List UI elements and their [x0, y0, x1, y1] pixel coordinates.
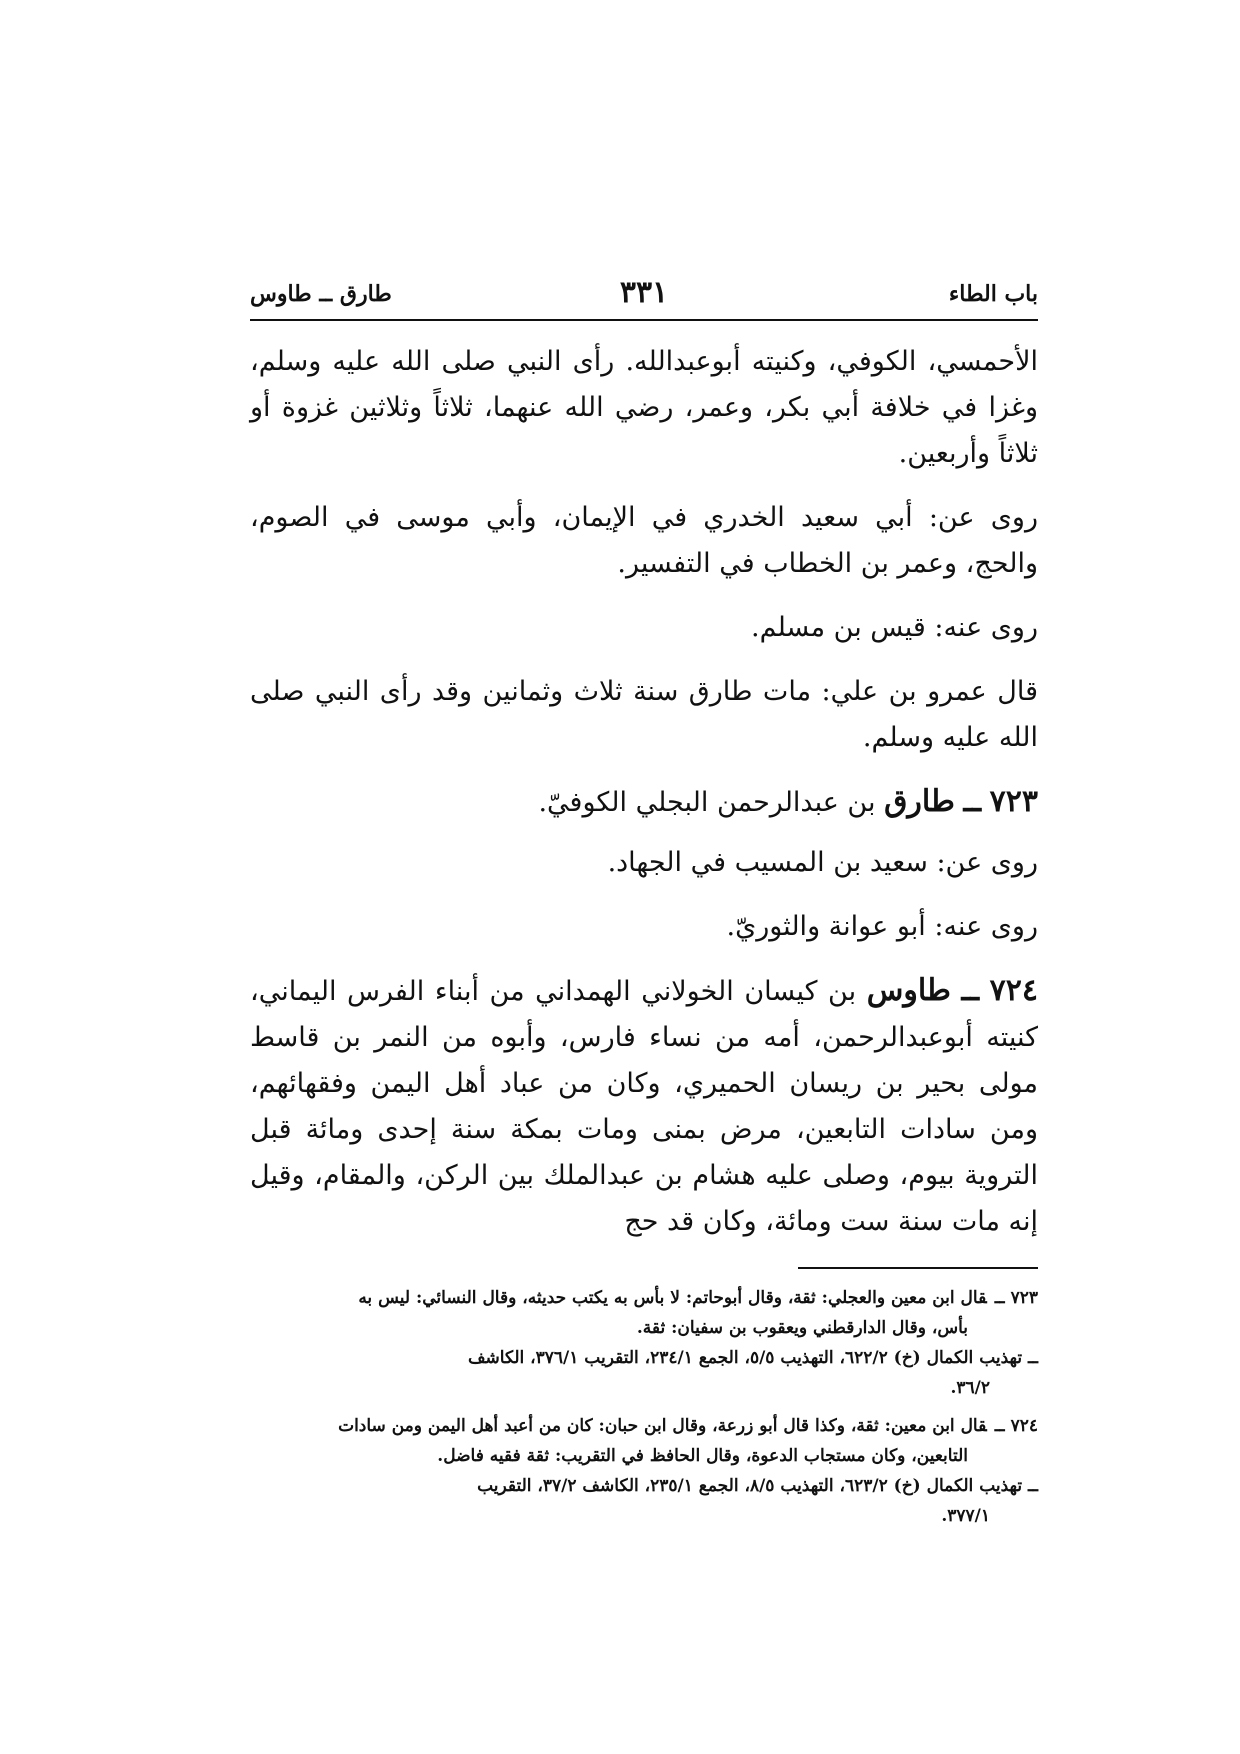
paragraph: الأحمسي، الكوفي، وكنيته أبوعبدالله. رأى النبي صلى الله عليه وسلم، وغزا في خلافة أبي بكر، وعمر، رضي الله عنهما، ثلاثاً وثلاثين غزوة أو ثلاثاً وأربعين.: [250, 346, 1038, 469]
entry-text: بن عبدالرحمن البجلي الكوفيّ.: [538, 787, 876, 818]
footnote-line: ٣٦/٢.: [950, 1378, 990, 1398]
paragraph: روى عنه: أبو عوانة والثوريّ.: [726, 911, 1038, 942]
footnote-line: ــ تهذيب الكمال (خ) ٦٢٣/٢، التهذيب ٨/٥، الجمع ٢٣٥/١، الكاشف ٣٧/٢، التقريب: [477, 1476, 1038, 1496]
document-page: [250, 275, 1038, 1526]
running-header: [250, 275, 1038, 321]
main-text: [250, 339, 1038, 1245]
paragraph: روى عن: أبي سعيد الخدري في الإيمان، وأبي موسى في الصوم، والحج، وعمر بن الخطاب في التفسير.: [250, 502, 1038, 579]
entry-724: [250, 968, 1038, 1245]
entry-number: ٧٢٣: [989, 784, 1038, 819]
footnote-number: ٧٢٤ ــ: [994, 1416, 1038, 1436]
footnotes: [250, 1283, 1038, 1531]
footnote-line: ٣٧٧/١.: [941, 1506, 990, 1526]
entry-name: طاوس: [866, 973, 951, 1008]
paragraph: روى عن: سعيد بن المسيب في الجهاد.: [607, 847, 1038, 878]
entry-number: ٧٢٤: [989, 973, 1038, 1008]
footnote-divider: [798, 1267, 1038, 1269]
entry-text: بن كيسان الخولاني الهمداني من أبناء الفرس اليماني، كنيته أبوعبدالرحمن، أمه من نساء فارس، وأبوه من النمر بن قاسط مولى بحير بن ريسان الحميري، وكان من عباد أهل اليمن وفقهائهم، ومن سادات التابعين، مرض بمنى ومات بمكة سنة إحدى ومائة قبل التروية بيوم، وصلى عليه هشام بن عبدالملك بين الركن، والمقام، وقيل إنه مات سنة ست ومائة، وكان قد حج: [250, 976, 1038, 1237]
footnote-line: [250, 1411, 1038, 1441]
footnote-line: [250, 1283, 1038, 1313]
section-title: طارق ــ طاوس: [250, 281, 392, 307]
footnote-line: ــ تهذيب الكمال (خ) ٦٢٢/٢، التهذيب ٥/٥، الجمع ٢٣٤/١، التقريب ٣٧٦/١، الكاشف: [467, 1348, 1038, 1368]
footnote-line: بأس، وقال الدارقطني ويعقوب بن سفيان: ثقة.: [636, 1318, 968, 1338]
footnote-line: التابعين، وكان مستجاب الدعوة، وقال الحافظ في التقريب: ثقة فقيه فاضل.: [437, 1446, 968, 1466]
footnote-text: قال ابن معين والعجلي: ثقة، وقال أبوحاتم: لا بأس به يكتب حديثه، وقال النسائي: ليس به: [358, 1288, 987, 1308]
entry-dash: ــ: [961, 973, 980, 1008]
page-number: ٣٣١: [619, 275, 669, 310]
entry-name: طارق: [884, 784, 955, 819]
paragraph: روى عنه: قيس بن مسلم.: [751, 612, 1038, 643]
paragraph: قال عمرو بن علي: مات طارق سنة ثلاث وثمانين وقد رأى النبي صلى الله عليه وسلم.: [250, 676, 1038, 753]
chapter-title: باب الطاء: [948, 281, 1038, 307]
entry-723: [250, 779, 1038, 826]
footnote-number: ٧٢٣ ــ: [994, 1288, 1038, 1308]
footnote-724: [250, 1411, 1038, 1531]
footnote-723: [250, 1283, 1038, 1403]
entry-dash: ــ: [963, 784, 982, 819]
footnote-text: قال ابن معين: ثقة، وكذا قال أبو زرعة، وقال ابن حبان: كان من أعبد أهل اليمن ومن سادات: [338, 1416, 987, 1436]
